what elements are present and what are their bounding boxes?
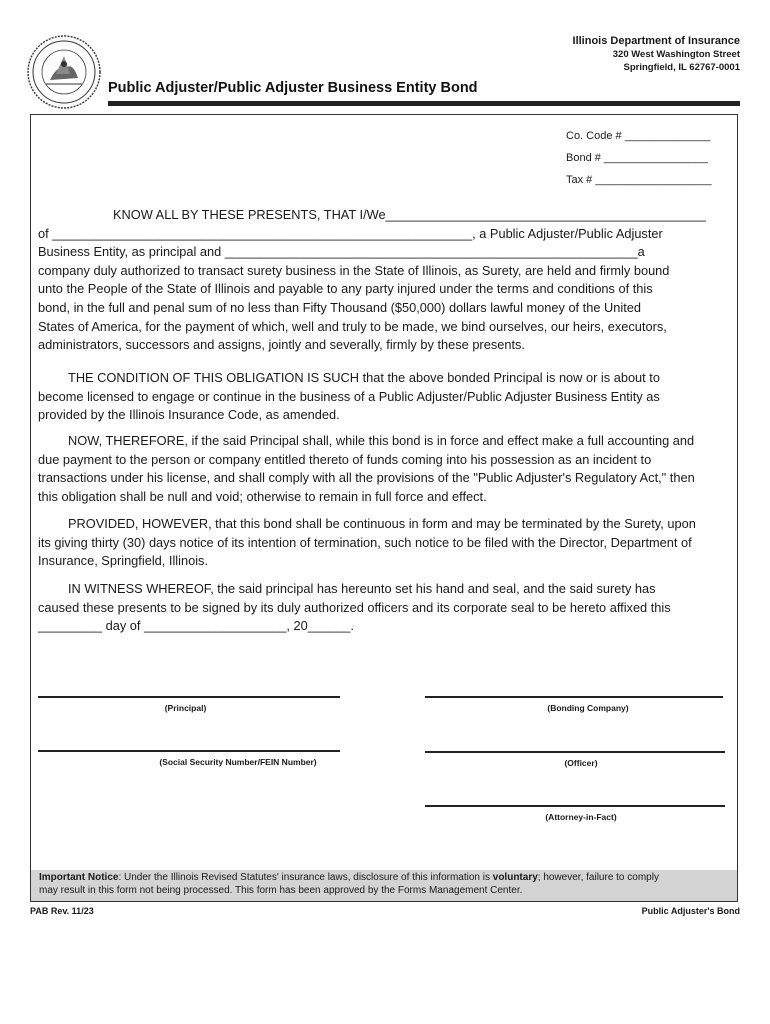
form-revision: PAB Rev. 11/23 — [30, 906, 94, 916]
important-notice — [30, 870, 738, 902]
therefore-line: transactions under his license, and shall comply with all the provisions of the "Public Adjuster's Regulatory Act," then — [38, 470, 695, 486]
bond-number-field[interactable]: Bond # _________________ — [566, 152, 708, 164]
ssn-fein-label: (Social Security Number/FEIN Number) — [159, 757, 317, 767]
attorney-label: (Attorney-in-Fact) — [545, 812, 617, 822]
date-field[interactable]: _________ day of ____________________, 20______. — [38, 618, 354, 634]
opening-paragraph — [38, 206, 738, 355]
surety-line: bond, in the full and penal sum of no less than Fifty Thousand ($50,000) dollars lawful money of the United — [38, 299, 642, 315]
provided-line: PROVIDED, HOWEVER, that this bond shall be continuous in form and may be terminated by the Surety, upon — [68, 516, 696, 531]
condition-line: become licensed to engage or continue in the business of a Public Adjuster/Public Adjuster Business Entity as — [38, 388, 660, 404]
ssn-fein-line[interactable] — [38, 750, 340, 752]
surety-line: unto the People of the State of Illinois and payable to any party injured under the terms and conditions of this — [38, 281, 653, 297]
agency-header — [573, 34, 740, 74]
witness-line: IN WITNESS WHEREOF, the said principal has hereunto set his hand and seal, and the said surety has — [68, 581, 656, 596]
agency-name: Illinois Department of Insurance — [572, 35, 740, 47]
therefore-line: due payment to the person or company entitled thereto of funds coming into his possession as an incident to — [38, 451, 652, 467]
bonding-company-signature-line[interactable] — [425, 696, 723, 698]
notice-line2: may result in this form not being processed. This form has been approved by the Forms Management Center. — [39, 884, 523, 896]
principal-signature-line[interactable] — [38, 696, 340, 698]
witness-paragraph — [38, 580, 738, 636]
notice-lead: Important Notice — [39, 872, 119, 883]
surety-name-field[interactable]: Business Entity, as principal and __________________________________________________________a — [38, 244, 645, 260]
condition-paragraph — [38, 369, 738, 425]
bonding-company-label: (Bonding Company) — [547, 703, 629, 713]
form-footer-title: Public Adjuster's Bond — [641, 906, 740, 916]
provided-line: Insurance, Springfield, Illinois. — [38, 553, 209, 569]
condition-line: provided by the Illinois Insurance Code, as amended. — [38, 407, 340, 423]
surety-line: States of America, for the payment of which, well and truly to be made, we bind ourselves, our heirs, executors, — [38, 318, 667, 334]
agency-address-line2: Springfield, IL 62767-0001 — [623, 62, 740, 73]
attorney-signature-line[interactable] — [425, 805, 725, 807]
principal-label: (Principal) — [164, 703, 207, 713]
condition-line: THE CONDITION OF THIS OBLIGATION IS SUCH that the above bonded Principal is now or is about to — [68, 370, 660, 385]
tax-number-field[interactable]: Tax # ___________________ — [566, 174, 712, 186]
provided-paragraph — [38, 515, 738, 571]
officer-signature-line[interactable] — [425, 751, 725, 753]
surety-line: company duly authorized to transact surety business in the State of Illinois, as Surety, are held and firmly bound — [38, 262, 670, 278]
witness-line: caused these presents to be signed by its duly authorized officers and its corporate seal to be hereto affixed this — [38, 599, 671, 615]
notice-text: : Under the Illinois Revised Statutes' insurance laws, disclosure of this information is — [118, 872, 493, 883]
notice-emphasis: voluntary — [492, 872, 538, 883]
surety-line: administrators, successors and assigns, jointly and severally, firmly by these presents. — [38, 337, 525, 353]
principal-name-field[interactable]: KNOW ALL BY THESE PRESENTS, THAT I/We_____________________________________________ — [113, 207, 706, 222]
code-fields — [566, 125, 712, 191]
agency-address-line1: 320 West Washington Street — [612, 49, 740, 60]
provided-line: its giving thirty (30) days notice of its intention of termination, such notice to be filed with the Director, Department of — [38, 534, 692, 550]
title-divider — [108, 101, 740, 106]
form-title: Public Adjuster/Public Adjuster Business Entity Bond — [108, 80, 478, 96]
co-code-field[interactable]: Co. Code # ______________ — [566, 130, 711, 142]
state-seal-icon — [26, 34, 102, 110]
therefore-paragraph — [38, 432, 738, 506]
therefore-line: this obligation shall be null and void; otherwise to remain in full force and effect. — [38, 488, 487, 504]
officer-label: (Officer) — [564, 758, 598, 768]
therefore-line: NOW, THEREFORE, if the said Principal shall, while this bond is in force and effect make a full accounting and — [68, 433, 695, 448]
principal-address-field[interactable]: of ___________________________________________________________, a Public Adjuster/Public Adjuster — [38, 225, 663, 241]
notice-text: ; however, failure to comply — [537, 872, 659, 883]
